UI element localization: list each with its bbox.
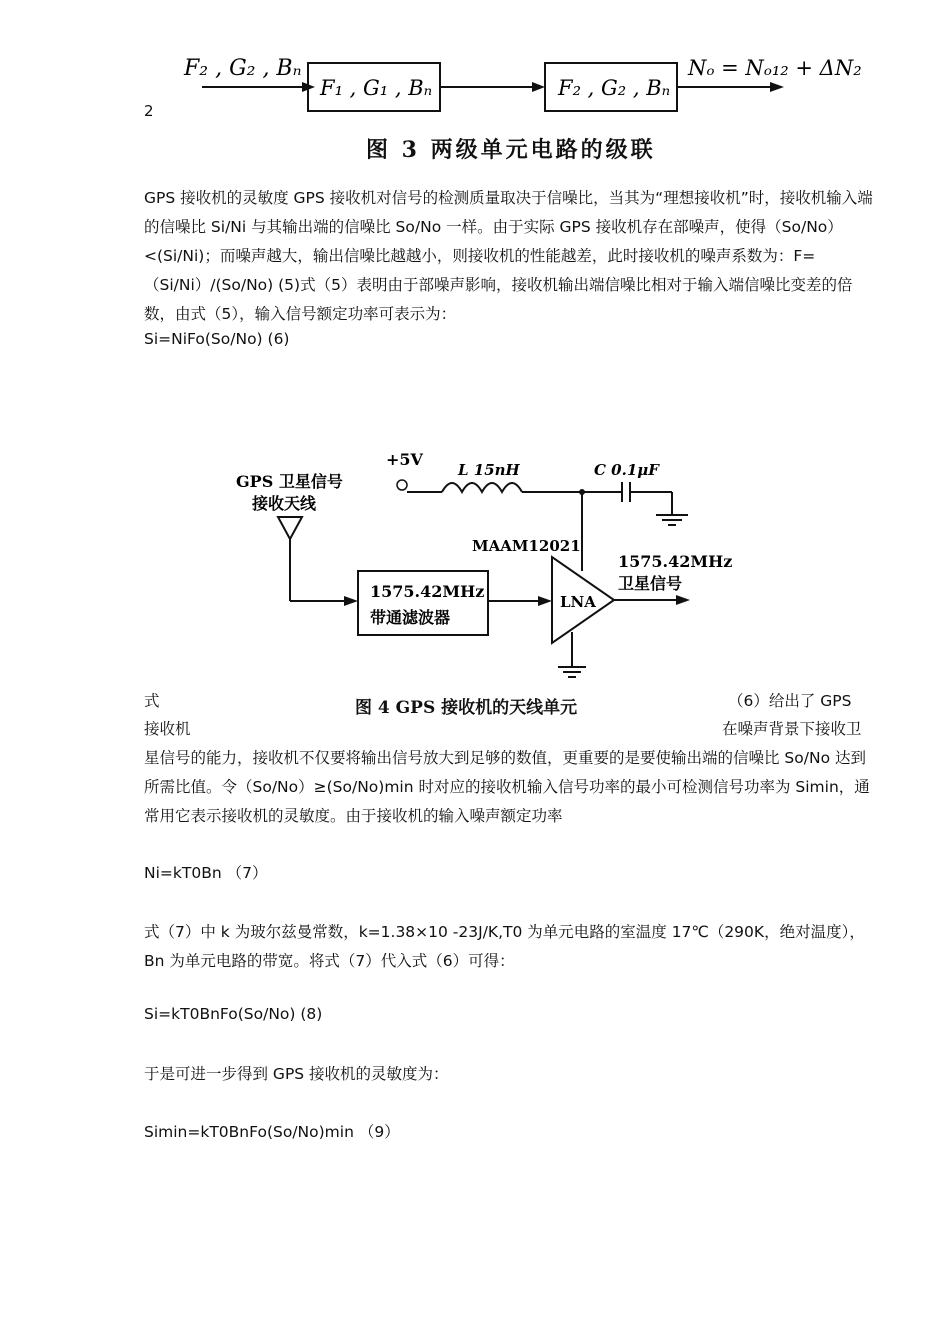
figure-4-caption: 图 4 GPS 接收机的天线单元 bbox=[355, 698, 578, 718]
fig3-arrowhead-2 bbox=[532, 82, 545, 92]
fig4-arrowhead-output bbox=[676, 595, 690, 605]
fig4-arrowhead-filter bbox=[344, 596, 358, 606]
fig4-output-label-1: 1575.42MHz bbox=[618, 552, 733, 571]
fig3-arrowhead-3 bbox=[770, 82, 784, 92]
equation-7: Ni=kT0Bn （7） bbox=[144, 864, 268, 882]
fig4-inductor-label: L 15nH bbox=[458, 461, 520, 479]
equation-6: Si=NiFo(So/No) (6) bbox=[144, 330, 290, 348]
fig4-antenna-label-1: GPS 卫星信号 bbox=[236, 472, 343, 491]
fig4-supply-label: +5V bbox=[386, 450, 423, 469]
fig4-supply-terminal bbox=[397, 480, 407, 490]
fig4-antenna-label-2: 接收天线 bbox=[252, 494, 317, 513]
paragraph-2: 星信号的能力，接收机不仅要将输出信号放大到足够的数值，更重要的是要使输出端的信噪比 So/No 达到所需比值。令（So/No）≥(So/No)min 时对应的接收机输入信号功率的最小可检测信号功率为 Simin，通常用它表示接收机的灵敏度。由于接收机的输入噪声额定功率 bbox=[144, 749, 870, 825]
wrap-text-left-2: 接收机 bbox=[144, 720, 191, 738]
paragraph-4: 于是可进一步得到 GPS 接收机的灵敏度为： bbox=[144, 1065, 449, 1083]
wrap-text-left-1: 式 bbox=[144, 692, 160, 710]
fig4-filter-label-2: 带通滤波器 bbox=[370, 608, 451, 627]
wrap-text-right-1: （6）给出了 GPS bbox=[728, 692, 852, 710]
fig4-output-label-2: 卫星信号 bbox=[618, 574, 683, 593]
fig4-capacitor-label: C 0.1μF bbox=[594, 461, 659, 479]
fig3-block1-label: F₁ , G₁ , Bₙ bbox=[320, 76, 433, 100]
antenna-icon bbox=[278, 517, 302, 539]
figure-4-antenna-unit-diagram bbox=[210, 445, 733, 725]
page-number: 2 bbox=[144, 102, 154, 120]
fig4-chip-label: MAAM12021 bbox=[472, 537, 581, 555]
fig4-filter-label-1: 1575.42MHz bbox=[370, 582, 485, 601]
fig4-arrowhead-lna bbox=[538, 596, 552, 606]
equation-9: Simin=kT0BnFo(So/No)min （9） bbox=[144, 1123, 400, 1141]
equation-8: Si=kT0BnFo(So/No) (8) bbox=[144, 1005, 323, 1023]
wrap-text-right-2: 在噪声背景下接收卫 bbox=[722, 720, 862, 738]
figure-3-caption: 图 3 两级单元电路的级联 bbox=[366, 137, 656, 163]
paragraph-1: GPS 接收机的灵敏度 GPS 接收机对信号的检测质量取决于信噪比，当其为“理想接收机”时，接收机输入端的信噪比 Si/Ni 与其输出端的信噪比 So/No 一样。由于实际 GPS 接收机存在部噪声，使得（So/No）<(Si/Ni)；而噪声越大，输出信噪比越越小，则接收机的性能越差，此时接收机的噪声系数为：F=（Si/Ni）/(So/No) (5)式（5）表明由于部噪声影响，接收机输出端信噪比相对于输入端信噪比变差的倍数，由式（5），输入信号额定功率可表示为： bbox=[144, 189, 873, 323]
fig3-output-label: Nₒ = Nₒ₁₂ + ΔN₂ bbox=[688, 56, 862, 80]
fig3-input-label: F₂ , G₂ , Bₙ bbox=[184, 56, 302, 81]
fig4-inductor-coil bbox=[442, 483, 522, 492]
paragraph-3: 式（7）中 k 为玻尔兹曼常数，k=1.38×10 -23J/K,T0 为单元电路的室温度 17℃（290K，绝对温度），Bn 为单元电路的带宽。将式（7）代入式（6）可得： bbox=[144, 923, 865, 970]
fig4-lna-label: LNA bbox=[560, 593, 596, 611]
fig3-block2-label: F₂ , G₂ , Bₙ bbox=[558, 76, 671, 100]
